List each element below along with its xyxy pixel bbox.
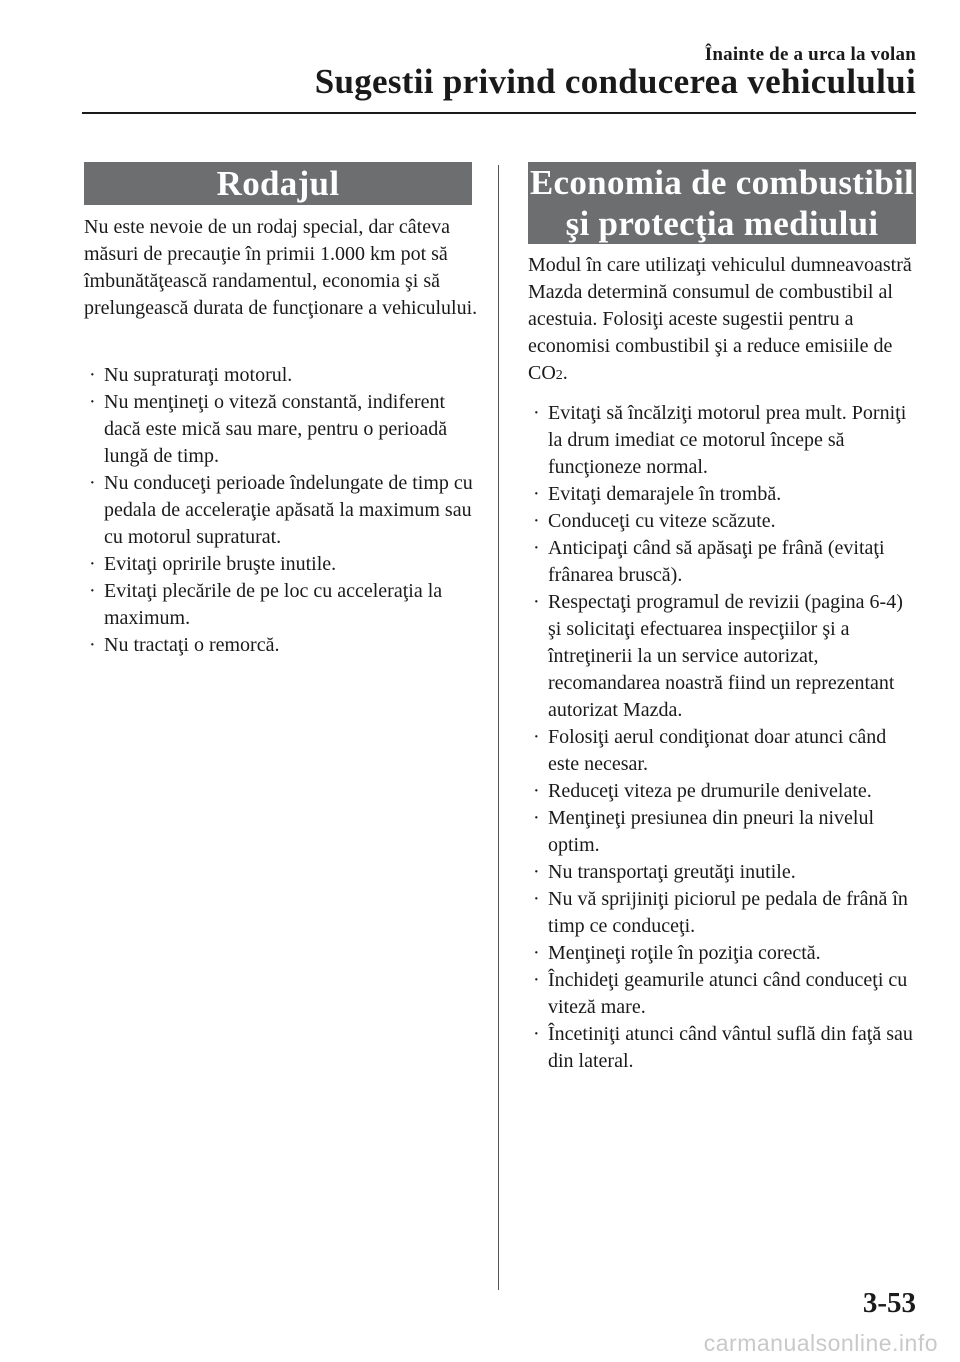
- list-item: [84, 551, 479, 578]
- list-item: [528, 778, 920, 805]
- list-item: [84, 632, 479, 659]
- list-item-text: Evitaţi opririle bruşte inutile.: [104, 553, 337, 575]
- list-item: [84, 578, 479, 632]
- bullet-icon: ·: [89, 634, 96, 656]
- list-item-text: Nu menţineţi o viteză constantă, indiferent dacă este mică sau mare, pentru o perioadă lungă de timp.: [104, 391, 448, 467]
- co2-subscript: 2: [555, 368, 563, 383]
- list-item-text: Nu supraturaţi motorul.: [104, 364, 293, 386]
- bullet-icon: ·: [533, 726, 540, 748]
- column-divider: [498, 165, 499, 1290]
- list-item-text: Nu tractaţi o remorcă.: [104, 634, 280, 656]
- watermark: carmanualsonline.info: [703, 1330, 938, 1356]
- list-item: [528, 859, 920, 886]
- bullet-icon: ·: [533, 402, 540, 424]
- rodajul-bullet-list: [84, 362, 479, 659]
- bullet-icon: ·: [533, 591, 540, 613]
- bullet-icon: ·: [533, 888, 540, 910]
- section-title-line-1: Economia de combustibil: [529, 163, 915, 202]
- list-item: [84, 470, 479, 551]
- list-item: [528, 508, 920, 535]
- list-item: [528, 400, 920, 481]
- economia-bullet-list: [528, 400, 920, 1075]
- list-item: [528, 724, 920, 778]
- list-item-text: Închideţi geamurile atunci când conduceţi cu viteză mare.: [548, 969, 908, 1018]
- list-item-text: Reduceţi viteza pe drumurile denivelate.: [548, 780, 872, 802]
- list-item: [528, 1021, 920, 1075]
- bullet-icon: ·: [533, 483, 540, 505]
- list-item-text: Evitaţi demarajele în trombă.: [548, 483, 782, 505]
- section-title-line-2: şi protecţia mediului: [565, 204, 879, 243]
- bullet-icon: ·: [89, 580, 96, 602]
- bullet-icon: ·: [533, 537, 540, 559]
- list-item-text: Nu conduceţi perioade îndelungate de timp cu pedala de acceleraţie apăsată la maximum sau cu motorul supraturat.: [104, 472, 473, 548]
- list-item-text: Anticipaţi când să apăsaţi pe frână (evitaţi frânarea bruscă).: [548, 537, 885, 586]
- list-item-text: Evitaţi să încălziţi motorul prea mult. Porniţi la drum imediat ce motorul începe să funcţioneze normal.: [548, 402, 907, 478]
- list-item-text: Nu transportaţi greutăţi inutile.: [548, 861, 796, 883]
- rodajul-intro: Nu este nevoie de un rodaj special, dar câteva măsuri de precauţie în primii 1.000 km pot să îmbunătăţească randamentul, economia şi să prelungească durata de funcţionare a vehiculului.: [84, 216, 478, 319]
- bullet-icon: ·: [533, 942, 540, 964]
- bullet-icon: ·: [89, 391, 96, 413]
- list-item-text: Încetiniţi atunci când vântul suflă din faţă sau din lateral.: [548, 1023, 913, 1072]
- list-item: [84, 362, 479, 389]
- economia-intro: [528, 252, 920, 389]
- list-item-text: Nu vă sprijiniţi piciorul pe pedala de frână în timp ce conduceţi.: [548, 888, 908, 937]
- page-title: Sugestii privind conducerea vehiculului: [314, 62, 916, 101]
- bullet-icon: ·: [533, 861, 540, 883]
- list-item-text: Menţineţi roţile în poziţia corectă.: [548, 942, 821, 964]
- header-rule: [82, 112, 916, 114]
- list-item: [528, 589, 920, 724]
- bullet-icon: ·: [89, 364, 96, 386]
- chapter-header: Înainte de a urca la volan: [704, 44, 916, 65]
- economia-intro-end: .: [562, 362, 568, 384]
- bullet-icon: ·: [533, 1023, 540, 1045]
- bullet-icon: ·: [89, 472, 96, 494]
- list-item: [528, 940, 920, 967]
- list-item: [528, 481, 920, 508]
- list-item: [528, 886, 920, 940]
- list-item: [528, 967, 920, 1021]
- bullet-icon: ·: [89, 553, 96, 575]
- list-item-text: Menţineţi presiunea din pneuri la nivelul optim.: [548, 807, 875, 856]
- list-item: [84, 389, 479, 470]
- section-title-economia: [528, 162, 916, 244]
- page-number: 3-53: [862, 1287, 916, 1319]
- bullet-icon: ·: [533, 807, 540, 829]
- list-item-text: Respectaţi programul de revizii (pagina 6-4) şi solicitaţi efectuarea inspecţiilor şi a întreţinerii la un service autorizat, recomandarea noastră fiind un reprezentant autorizat Mazda.: [548, 591, 903, 721]
- list-item-text: Evitaţi plecările de pe loc cu acceleraţia la maximum.: [104, 580, 443, 629]
- bullet-icon: ·: [533, 510, 540, 532]
- economia-intro-text: Modul în care utilizaţi vehiculul dumneavoastră Mazda determină consumul de combustibil al acestuia. Folosiţi aceste sugestii pentru a economisi combustibil şi a reduce emisiile de CO: [528, 254, 912, 384]
- list-item: [528, 805, 920, 859]
- list-item-text: Folosiţi aerul condiţionat doar atunci când este necesar.: [548, 726, 887, 775]
- list-item-text: Conduceţi cu viteze scăzute.: [548, 510, 776, 532]
- section-title-rodajul: Rodajul: [84, 162, 472, 205]
- bullet-icon: ·: [533, 780, 540, 802]
- bullet-icon: ·: [533, 969, 540, 991]
- list-item: [528, 535, 920, 589]
